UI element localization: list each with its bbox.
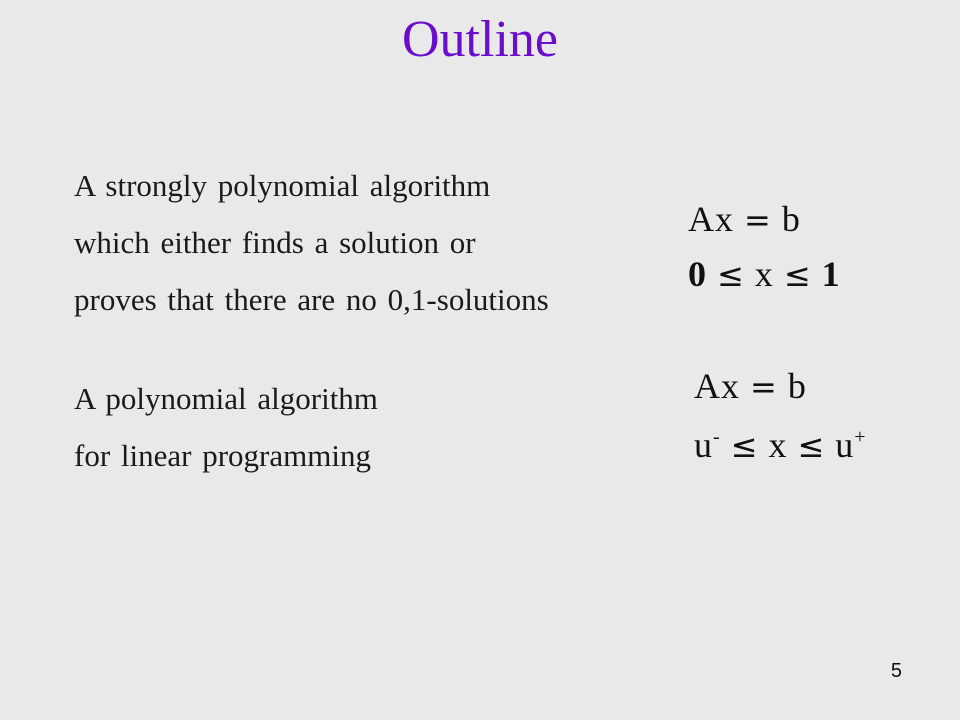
text-block-polynomial-lp [74,370,378,484]
formula-operator: ≤ [783,256,812,294]
text-line: for linear programming [74,438,371,473]
formula-superscript: - [713,426,721,448]
formula-term: Ax [688,199,734,239]
page-number: 5 [890,660,902,682]
text-block-strongly-polynomial [74,157,549,328]
formula-operator: ≤ [717,256,745,294]
formula-term: b [787,366,807,406]
formula-term: b [781,199,801,239]
text-line: which either finds a solution or [74,225,476,260]
formula-term: x [768,425,788,465]
formula-operator: ≤ [730,427,759,465]
formula-term: u+ [835,425,867,465]
formula-operator: = [744,201,772,239]
formula-term: Ax [694,366,740,406]
formula-u-bounds [694,427,867,464]
formula-term: 1 [821,254,841,294]
formula-zero-one-bounds [688,256,841,293]
text-line: proves that there are no 0,1-solutions [74,282,549,317]
formula-superscript: + [854,426,867,448]
slide-title: Outline [402,11,558,68]
text-line: A polynomial algorithm [74,381,378,416]
formula-operator: = [750,368,778,406]
formula-term: 0 [688,254,707,294]
formula-operator: ≤ [797,427,826,465]
formula-ax-equals-b-lp [694,368,807,405]
formula-ax-equals-b [688,201,801,238]
formula-term: u- [694,425,721,465]
text-line: A strongly polynomial algorithm [74,168,491,203]
formula-term: x [754,254,774,294]
